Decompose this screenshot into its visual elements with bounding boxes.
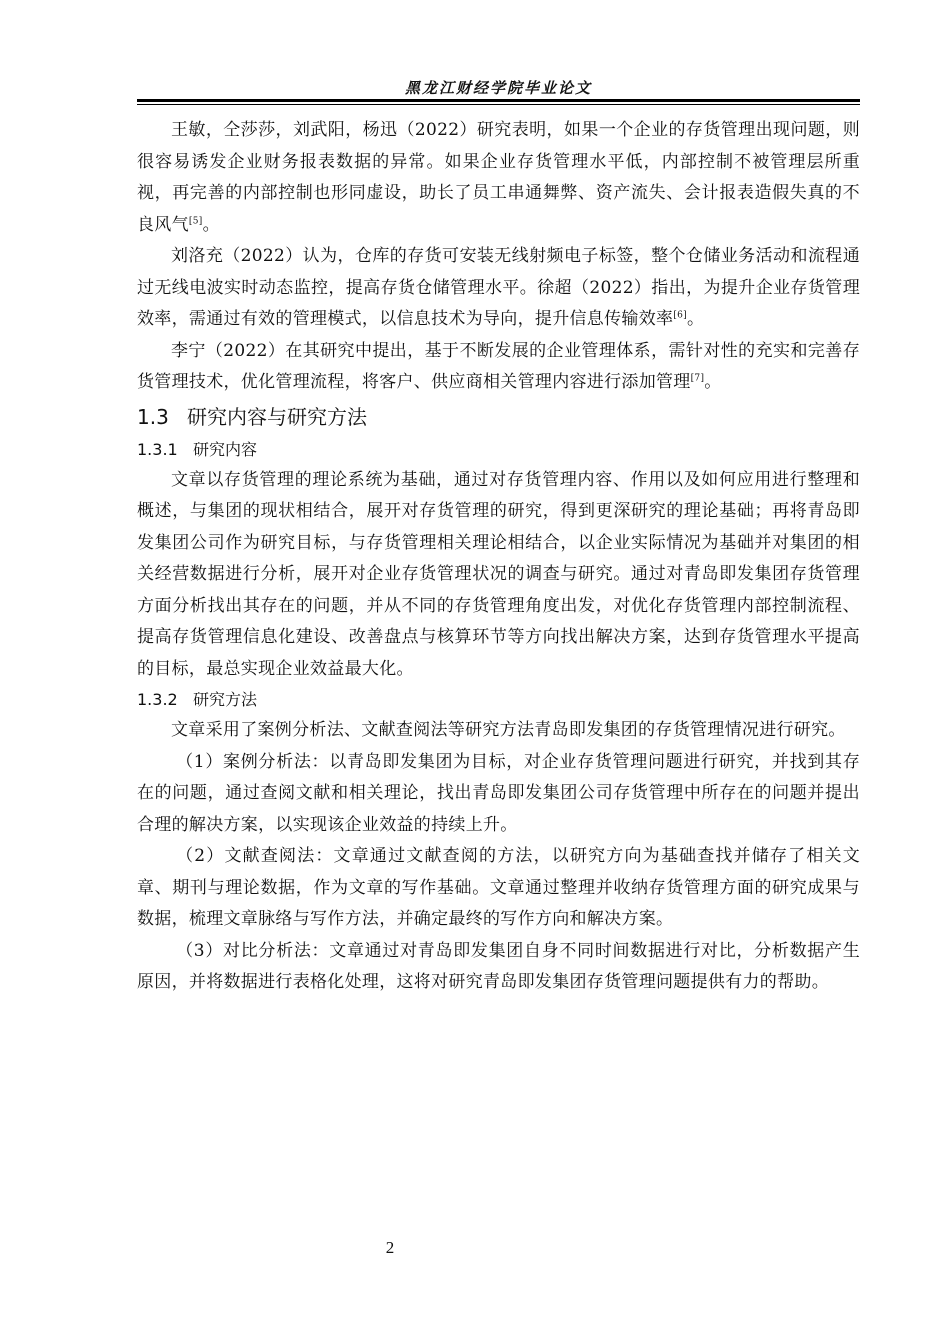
paragraph-literature-liu <box>137 241 860 336</box>
subsection-number: 1.3.1 <box>137 439 178 459</box>
paragraph-end: 。 <box>704 372 722 392</box>
subsection-number: 1.3.2 <box>137 690 178 709</box>
paragraph-research-content: 文章以存货管理的理论系统为基础，通过对存货管理内容、作用以及如何应用进行整理和概述，与集团的现状相结合，展开对存货管理的研究，得到更深研究的理论基础；再将青岛即发集团公司作为研究目标，与存货管理相关理论相结合，以企业实际情况为基础并对集团的相关经营数据进行分析，展开对企业存货管理状况的调查与研究。通过对青岛即发集团存货管理方面分析找出其存在的问题，并从不同的存货管理角度出发，对优化存货管理内部控制流程、提高存货管理信息化建设、改善盘点与核算环节等方向找出解决方案，达到存货管理水平提高的目标，最总实现企业效益最大化。 <box>137 469 860 679</box>
subsection-heading-1-3-1 <box>137 435 860 465</box>
running-header: 黑龙江财经学院毕业论文 <box>404 79 592 97</box>
document-body <box>137 115 860 999</box>
paragraph-literature-wang <box>137 115 860 241</box>
paragraph-method-case-analysis: （1）案例分析法：以青岛即发集团为目标，对企业存货管理问题进行研究，并找到其存在的问题，通过查阅文献和相关理论，找出青岛即发集团公司存货管理中所存在的问题并提出合理的解决方案，以实现该企业效益的持续上升。 <box>137 751 860 835</box>
paragraph-text: 王敏，仝莎莎，刘武阳，杨迅（2022）研究表明，如果一个企业的存货管理出现问题，则很容易诱发企业财务报表数据的异常。如果企业存货管理水平低，内部控制不被管理层所重视，再完善的内部控制也形同虚设，助长了员工串通舞弊、资产流失、会计报表造假失真的不良风气 <box>137 120 860 235</box>
section-heading-1-3 <box>137 399 860 435</box>
citation-marker: [6] <box>673 310 687 321</box>
citation-marker: [7] <box>690 373 705 384</box>
paragraph-method-comparative-analysis: （3）对比分析法：文章通过对青岛即发集团自身不同时间数据进行对比，分析数据产生原因，并将数据进行表格化处理，这将对研究青岛即发集团存货管理问题提供有力的帮助。 <box>137 940 860 992</box>
subsection-heading-1-3-2 <box>137 685 860 715</box>
section-number: 1.3 <box>137 404 169 429</box>
page-number: 2 <box>385 1238 395 1257</box>
section-title: 研究内容与研究方法 <box>187 404 367 429</box>
paragraph-end: 。 <box>202 214 220 235</box>
paragraph-text: 李宁（2022）在其研究中提出，基于不断发展的企业管理体系，需针对性的充实和完善存货管理技术，优化管理流程，将客户、供应商相关管理内容进行添加管理 <box>137 340 860 392</box>
header-rule-thin <box>137 104 860 105</box>
paragraph-end: 。 <box>686 309 705 329</box>
subsection-title: 研究方法 <box>193 690 258 709</box>
header-rule-thick <box>137 99 860 102</box>
paragraph-literature-li <box>137 336 860 399</box>
citation-marker: [5] <box>188 215 203 226</box>
paragraph-research-methods-intro: 文章采用了案例分析法、文献查阅法等研究方法青岛即发集团的存货管理情况进行研究。 <box>171 720 846 740</box>
paragraph-method-literature-review: （2）文献查阅法：文章通过文献查阅的方法，以研究方向为基础查找并储存了相关文章、期刊与理论数据，作为文章的写作基础。文章通过整理并收纳存货管理方面的研究成果与数据，梳理文章脉络与写作方法，并确定最终的写作方向和解决方案。 <box>137 846 860 929</box>
paragraph-text: 刘洛充（2022）认为，仓库的存货可安装无线射频电子标签，整个仓储业务活动和流程通过无线电波实时动态监控，提高存货仓储管理水平。徐超（2022）指出，为提升企业存货管理效率，需通过有效的管理模式，以信息技术为导向，提升信息传输效率 <box>137 246 860 329</box>
subsection-title: 研究内容 <box>193 439 258 459</box>
